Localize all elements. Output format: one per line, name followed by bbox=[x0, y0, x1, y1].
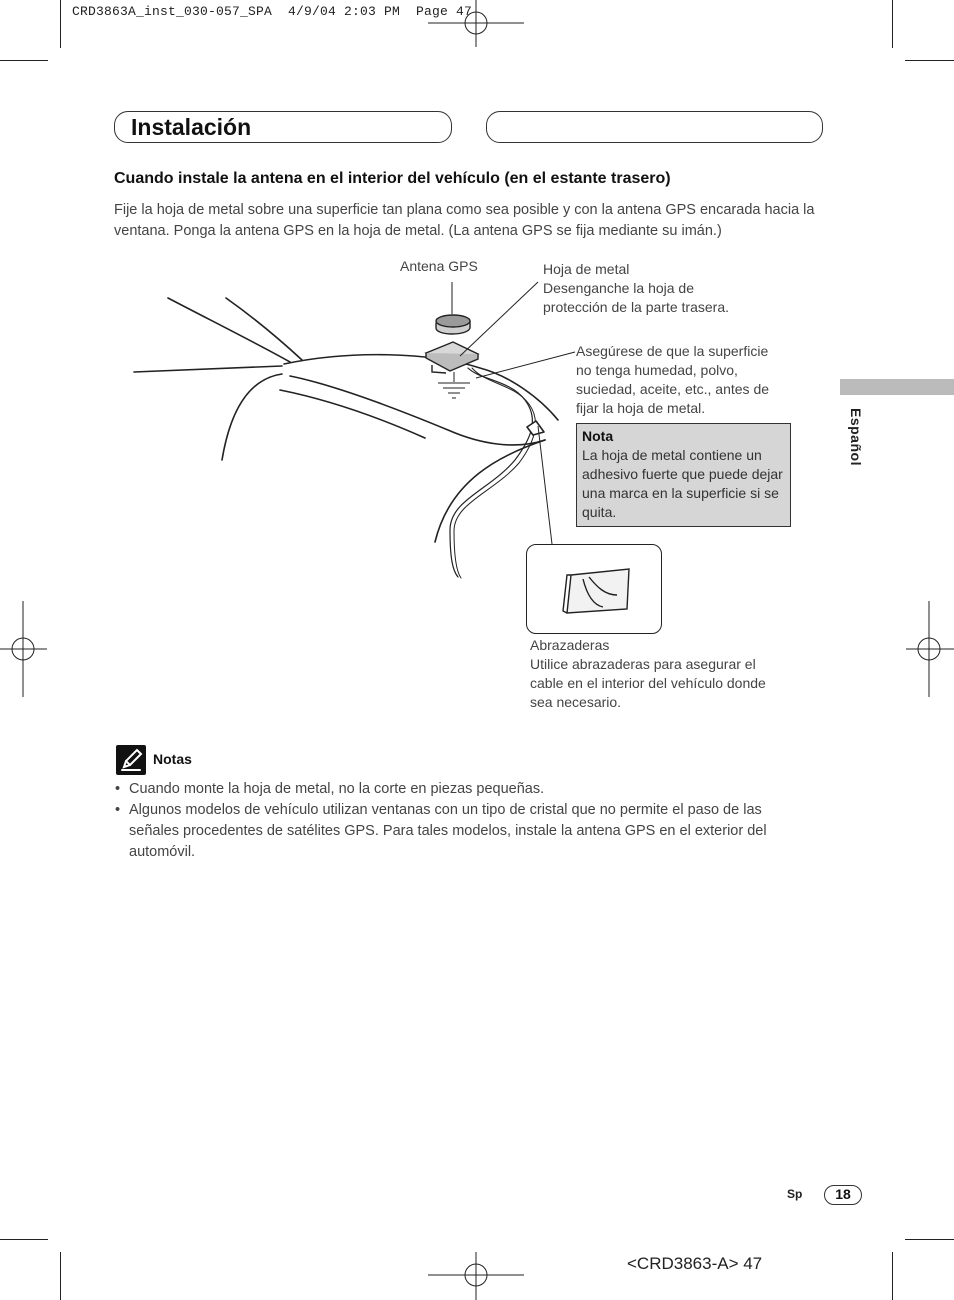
gps-antenna bbox=[436, 315, 470, 334]
intro-paragraph: Fije la hoja de metal sobre una superficie tan plana como sea posible y con la antena GPS encarada hacia la ventana. Ponga la antena GPS en la hoja de metal. (La antena GPS se fija mediante su imán.) bbox=[114, 202, 815, 239]
window-line bbox=[168, 298, 290, 362]
section-title: Instalación bbox=[131, 114, 252, 140]
nota-title: Nota bbox=[582, 428, 614, 444]
clamp-icon bbox=[527, 545, 661, 633]
crop-mark bbox=[905, 60, 954, 61]
nota-box bbox=[576, 423, 791, 527]
window-line bbox=[226, 298, 302, 360]
crop-mark bbox=[905, 1239, 954, 1240]
ground-symbol bbox=[438, 372, 470, 398]
registration-mark-bottom bbox=[428, 1252, 524, 1300]
callout-antenna: Antena GPS bbox=[400, 258, 478, 274]
crop-mark bbox=[0, 1239, 48, 1240]
antenna-cable bbox=[450, 368, 532, 577]
list-item bbox=[115, 800, 815, 863]
window-line bbox=[134, 366, 282, 372]
callout-metal-sheet: Hoja de metal Desenganche la hoja de protección de la parte trasera. bbox=[543, 261, 729, 315]
crop-mark bbox=[892, 0, 893, 48]
crop-mark bbox=[892, 1252, 893, 1300]
note-text: Cuando monte la hoja de metal, no la corte en piezas pequeñas. bbox=[129, 781, 545, 797]
leader-line bbox=[476, 352, 575, 378]
crop-mark bbox=[60, 0, 61, 48]
crop-mark bbox=[60, 1252, 61, 1300]
nota-text: La hoja de metal contiene un adhesivo fuerte que puede dejar una marca en la superficie si se quita. bbox=[582, 447, 783, 520]
language-side-tab bbox=[840, 379, 954, 395]
notes-list bbox=[115, 779, 815, 863]
bullet: • bbox=[115, 802, 121, 818]
shelf-edge bbox=[284, 355, 558, 420]
section-title-box bbox=[114, 111, 452, 143]
registration-mark-right bbox=[906, 601, 954, 697]
seat-outline bbox=[280, 390, 425, 438]
crop-mark bbox=[0, 60, 48, 61]
leader-line bbox=[538, 426, 552, 544]
bullet: • bbox=[115, 781, 121, 797]
section-title-box-right bbox=[486, 111, 823, 143]
notes-title: Notas bbox=[153, 751, 192, 767]
seat-outline bbox=[435, 440, 545, 542]
seat-outline bbox=[222, 374, 282, 460]
page-number: 18 bbox=[824, 1185, 862, 1205]
callout-clamps: Abrazaderas Utilice abrazaderas para asegurar el cable en el interior del vehículo donde sea necesario. bbox=[530, 637, 766, 710]
notes-icon bbox=[116, 745, 146, 775]
language-label: Español bbox=[848, 408, 864, 466]
callout-surface: Asegúrese de que la superficie no tenga humedad, polvo, suciedad, aceite, etc., antes de fijar la hoja de metal. bbox=[576, 343, 770, 416]
registration-mark-left bbox=[0, 601, 48, 697]
antenna-cable bbox=[454, 368, 536, 578]
pencil-icon bbox=[116, 745, 146, 775]
list-item bbox=[115, 779, 815, 800]
page-heading: Cuando instale la antena en el interior del vehículo (en el estante trasero) bbox=[114, 170, 671, 187]
leader-line bbox=[460, 282, 538, 356]
document-code: <CRD3863-A> 47 bbox=[627, 1254, 763, 1273]
clamp-illustration-box bbox=[526, 544, 662, 634]
note-text: Algunos modelos de vehículo utilizan ventanas con un tipo de cristal que no permite el paso de las señales procedentes de satélites GPS. Para tales modelos, instale la antena GPS en el exterior del automóvil. bbox=[129, 802, 767, 860]
language-code: Sp bbox=[787, 1187, 803, 1201]
cable-clip bbox=[527, 421, 544, 435]
print-header: CRD3863A_inst_030-057_SPA 4/9/04 2:03 PM Page 47 bbox=[72, 4, 473, 19]
